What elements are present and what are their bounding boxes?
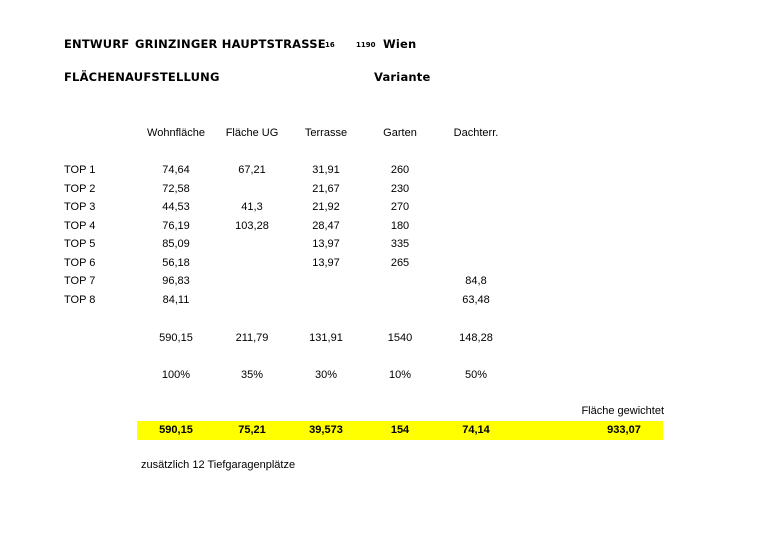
row-label: TOP 8 [64, 293, 96, 306]
total-garten: 1540 [387, 332, 413, 344]
cell-garten: 180 [390, 219, 410, 232]
variant-label: Variante [374, 70, 431, 84]
weighted-flaeche-ug: 75,21 [238, 424, 266, 436]
row-label: TOP 4 [64, 219, 96, 232]
cell-flaeche-ug: 67,21 [238, 164, 266, 176]
weight-wohnflaeche: 100% [161, 369, 191, 381]
subtitle: FLÄCHENAUFSTELLUNG [64, 70, 220, 84]
cell-dachterrasse: 63,48 [462, 293, 490, 306]
cell-flaeche-ug: 103,28 [235, 219, 269, 232]
cell-garten: 230 [390, 182, 410, 195]
col-header-dachterrasse: Dachterr. [453, 127, 499, 139]
weight-garten: 10% [388, 369, 412, 381]
weighted-label: Fläche gewichtet [581, 405, 664, 417]
title-postal-code: 1190 [356, 41, 376, 49]
col-header-terrasse: Terrasse [304, 127, 348, 139]
parking-note: zusätzlich 12 Tiefgaragenplätze [141, 459, 296, 471]
cell-wohnflaeche: 56,18 [162, 256, 190, 269]
title-street: GRINZINGER HAUPTSTRASSE [135, 37, 326, 51]
title-entwurf: ENTWURF [64, 37, 130, 51]
weight-terrasse: 30% [314, 369, 338, 381]
cell-garten: 260 [390, 164, 410, 176]
weight-dachterrasse: 50% [464, 369, 488, 381]
col-header-wohnflaeche: Wohnfläche [147, 127, 205, 139]
row-label: TOP 7 [64, 275, 96, 287]
weighted-garten: 154 [390, 424, 410, 436]
row-label: TOP 3 [64, 201, 96, 213]
total-terrasse: 131,91 [309, 332, 343, 344]
cell-dachterrasse: 84,8 [465, 275, 487, 287]
cell-wohnflaeche: 76,19 [162, 219, 190, 232]
col-header-garten: Garten [383, 127, 417, 139]
cell-flaeche-ug: 41,3 [241, 201, 263, 213]
cell-garten: 270 [390, 201, 410, 213]
cell-wohnflaeche: 72,58 [162, 182, 190, 195]
weighted-terrasse: 39,573 [309, 424, 343, 436]
cell-garten: 335 [390, 238, 410, 250]
cell-garten: 265 [390, 256, 410, 269]
total-flaeche-ug: 211,79 [235, 332, 269, 344]
weighted-dachterrasse: 74,14 [462, 424, 490, 436]
weighted-total: 933,07 [607, 424, 641, 436]
row-label: TOP 2 [64, 182, 96, 195]
title-city: Wien [383, 37, 417, 51]
cell-terrasse: 28,47 [312, 219, 340, 232]
cell-terrasse: 13,97 [312, 238, 340, 250]
row-label: TOP 6 [64, 256, 96, 269]
weight-flaeche-ug: 35% [240, 369, 264, 381]
cell-wohnflaeche: 74,64 [162, 164, 190, 176]
row-label: TOP 1 [64, 164, 96, 176]
cell-terrasse: 31,91 [312, 164, 340, 176]
cell-wohnflaeche: 85,09 [162, 238, 190, 250]
cell-terrasse: 21,67 [312, 182, 340, 195]
cell-wohnflaeche: 96,83 [162, 275, 190, 287]
total-wohnflaeche: 590,15 [159, 332, 193, 344]
title-house-number: 16 [325, 41, 335, 49]
col-header-flaeche-ug: Fläche UG [225, 127, 279, 139]
cell-wohnflaeche: 44,53 [162, 201, 190, 213]
row-label: TOP 5 [64, 238, 96, 250]
cell-wohnflaeche: 84,11 [162, 293, 190, 306]
cell-terrasse: 21,92 [312, 201, 340, 213]
cell-terrasse: 13,97 [312, 256, 340, 269]
total-dachterrasse: 148,28 [459, 332, 493, 344]
weighted-wohnflaeche: 590,15 [159, 424, 193, 436]
